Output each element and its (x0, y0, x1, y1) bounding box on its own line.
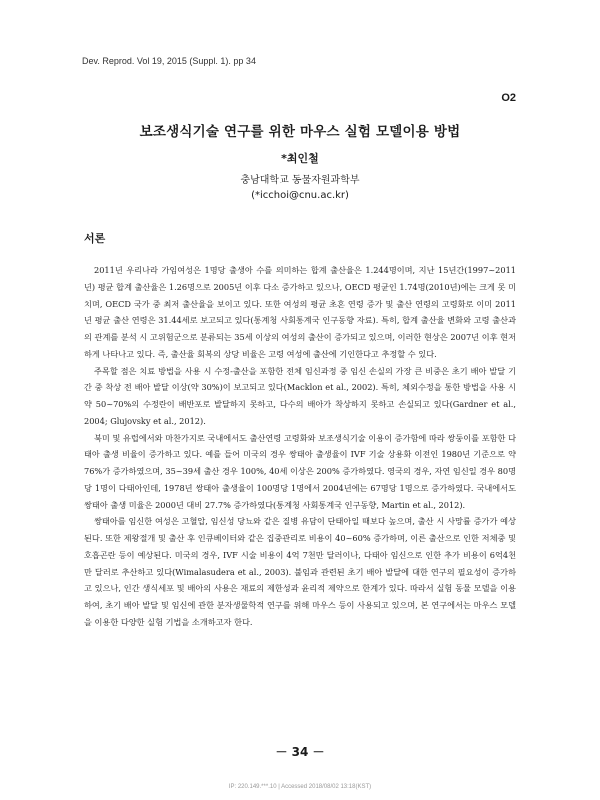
author-email: (*icchoi@cnu.ac.kr) (251, 190, 349, 201)
body-text (84, 262, 516, 631)
abstract-code: O2 (501, 92, 516, 104)
affiliation-block (82, 173, 518, 203)
affiliation: 충남대학교 동물자원과학부 (240, 175, 360, 186)
author-name: *최인철 (281, 152, 319, 165)
page-number: － 34 － (275, 745, 325, 759)
access-footer: IP: 220.149.***.10 | Accessed 2018/08/02 13:18(KST) (228, 784, 372, 790)
paragraph: 주목할 점은 치료 방법을 사용 시 수정-출산을 포함한 전체 임신과정 중 임신 손실의 가장 큰 비중은 초기 배아 발달 기간 중 착상 전 배아 발달 이상(약 30%)이 보고되고 있다(Macklon et al., 2002). 특히, 체외수정을 통한 방법을 사용 시 약 50~70%의 수정란이 배반포로 발달하지 못하고, 다수의 배아가 착상하지 못하고 손실되고 있다(Gardner et al., 2004; Glujovsky et al., 2012). (84, 365, 516, 426)
paragraph: 2011년 우리나라 가임여성은 1명당 출생아 수를 의미하는 합계 출산율은 1.244명이며, 지난 15년간(1997~2011년) 평균 합계 출산율은 1.26명으로 2005년 이후 다소 증가하고 있으나, OECD 평균인 1.74명(2010년)에는 크게 못 미치며, OECD 국가 중 최저 출산율을 보이고 있다. 또한 여성의 평균 초혼 연령 증가 및 출산 연령의 고령화로 이미 2011년 평균 출산 연령은 31.44세로 보고되고 있다(통계청 사회통계국 인구동향 자료). 특히, 합계 출산율 변화와 고령 출산과의 관계를 분석 시 고위험군으로 분류되는 35세 이상의 여성의 출산이 증가되고 있으며, 이러한 현상은 2007년 이후 현저하게 나타나고 있다. 즉, 출산율 회복의 상당 비율은 고령 여성에 출산에 기인한다고 추정할 수 있다. (84, 265, 516, 359)
section-heading: 서론 (84, 232, 106, 245)
paragraph: 쌍태아를 임신한 여성은 고혈압, 임신성 당뇨와 같은 질병 유담이 단태아일 때보다 높으며, 출산 시 사망률 증가가 예상된다. 또한 제왕절개 및 출산 후 인큐베이터와 같은 집중관리로 비용이 40~60% 증가하며, 이른 출산으로 인한 저체중 및 호흡곤란 등이 예상된다. 미국의 경우, IVF 시술 비용이 4억 7천만 달러이나, 다태아 임신으로 인한 추가 비용이 6억4천만 달러로 추산하고 있다(Wimalasudera et al., 2003). 불임과 관련된 초기 배아 발달에 대한 연구의 필요성이 증가하고 있으나, 인간 생식세포 및 배아의 사용은 재료의 제한성과 윤리적 제약으로 한계가 있다. 따라서 실험 동물 모델을 이용하여, 초기 배아 발달 및 임신에 관한 분자생물학적 연구를 위해 마우스 등이 사용되고 있으며, 본 연구에서는 마우스 모델을 이용한 다양한 실험 기법을 소개하고자 한다. (84, 516, 516, 627)
paragraph: 북미 및 유럽에서와 마찬가지로 국내에서도 출산연령 고령화와 보조생식기술 이용이 증가함에 따라 쌍둥이를 포함한 다태아 출생 비율이 증가하고 있다. 예를 들어 미국의 경우 쌍태아 출생율이 IVF 기술 상용화 이전인 1980년 기준으로 약 76%가 증가하였으며, 35~39세 출산 경우 100%, 40세 이상은 200% 증가하였다. 영국의 경우, 자연 임신일 경우 80명당 1명이 다태아인데, 1978년 쌍태아 출생율이 100명당 1명에서 2004년에는 67명당 1명으로 증가하였다. 국내에서도 쌍태아 출생 미율은 2000년 대비 27.7% 증가하였다(통계청 사회통계국 인구동향, Martin et al., 2012). (84, 432, 516, 510)
journal-citation: Dev. Reprod. Vol 19, 2015 (Suppl. 1). pp 34 (82, 56, 256, 66)
article-title: 보조생식기술 연구를 위한 마우스 실험 모델이용 방법 (139, 124, 461, 140)
